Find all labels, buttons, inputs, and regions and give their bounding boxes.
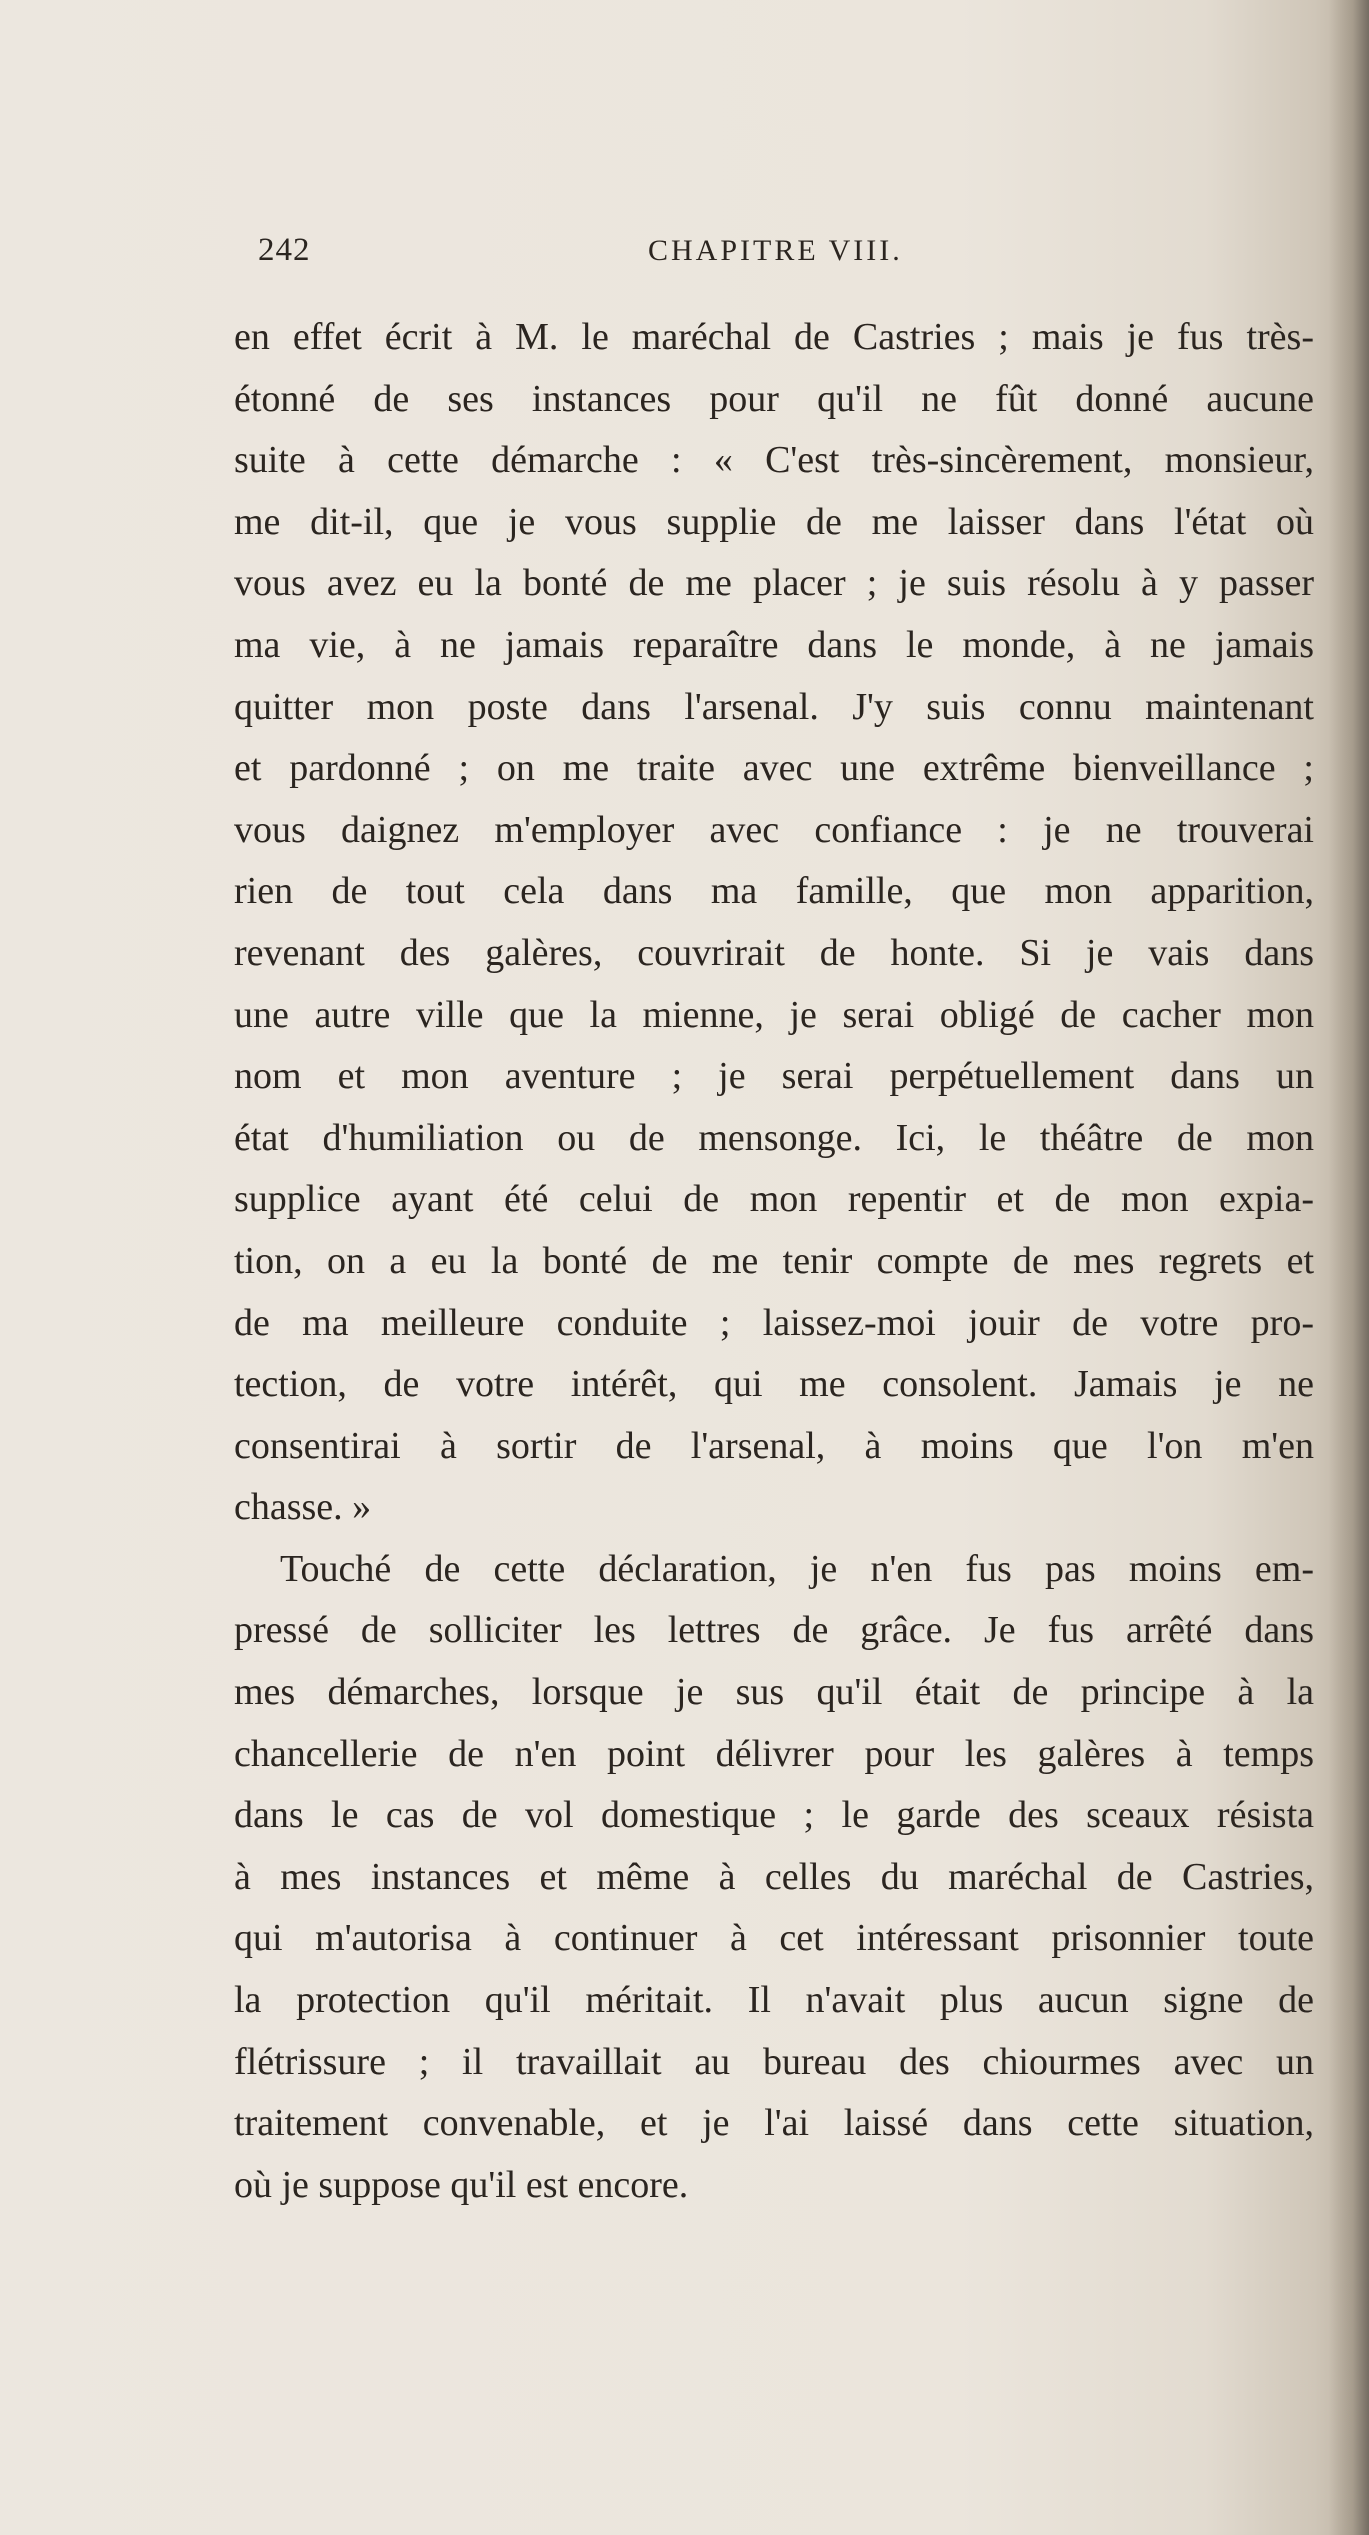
text-line: suite à cette démarche : « C'est très-sincèrement, monsieur,: [234, 439, 1314, 482]
text-line: vous daignez m'employer avec confiance : je ne trouverai: [234, 808, 1314, 851]
text-line: à mes instances et même à celles du maréchal de Castries,: [234, 1855, 1314, 1898]
text-line: consentirai à sortir de l'arsenal, à moins que l'on m'en: [234, 1424, 1314, 1467]
text-line: dans le cas de vol domestique ; le garde des sceaux résista: [234, 1794, 1314, 1837]
text-line: me dit-il, que je vous supplie de me laisser dans l'état où: [234, 500, 1314, 543]
text-line: revenant des galères, couvrirait de honte. Si je vais dans: [234, 931, 1314, 974]
text-line: pressé de solliciter les lettres de grâce. Je fus arrêté dans: [234, 1609, 1314, 1652]
text-line: une autre ville que la mienne, je serai obligé de cacher mon: [234, 993, 1314, 1036]
text-line: chancellerie de n'en point délivrer pour les galères à temps: [234, 1732, 1314, 1775]
text-line: ma vie, à ne jamais reparaître dans le monde, à ne jamais: [234, 623, 1314, 666]
text-line: état d'humiliation ou de mensonge. Ici, le théâtre de mon: [234, 1116, 1314, 1159]
chapter-title: CHAPITRE VIII.: [648, 234, 903, 267]
text-line: en effet écrit à M. le maréchal de Castries ; mais je fus très-: [234, 316, 1314, 358]
text-line: de ma meilleure conduite ; laissez-moi jouir de votre pro-: [234, 1301, 1314, 1344]
body-text: [234, 307, 1314, 2216]
text-line: quitter mon poste dans l'arsenal. J'y suis connu maintenant: [234, 685, 1314, 728]
text-line: traitement convenable, et je l'ai laissé dans cette situation,: [234, 2102, 1314, 2145]
page-number: 242: [258, 232, 311, 268]
text-line: étonné de ses instances pour qu'il ne fût donné aucune: [234, 377, 1314, 420]
text-line: supplice ayant été celui de mon repentir et de mon expia-: [234, 1178, 1314, 1221]
text-line: tion, on a eu la bonté de me tenir compte de mes regrets et: [234, 1239, 1314, 1282]
text-line: la protection qu'il méritait. Il n'avait plus aucun signe de: [234, 1979, 1314, 2022]
text-line: mes démarches, lorsque je sus qu'il était de principe à la: [234, 1671, 1314, 1714]
text-line: nom et mon aventure ; je serai perpétuellement dans un: [234, 1055, 1314, 1098]
text-line: flétrissure ; il travaillait au bureau des chiourmes avec un: [234, 2040, 1314, 2083]
text-line: chasse. »: [234, 1486, 372, 1529]
text-line: rien de tout cela dans ma famille, que mon apparition,: [234, 870, 1314, 913]
text-line: et pardonné ; on me traite avec une extrême bienveillance ;: [234, 747, 1314, 790]
text-line: Touché de cette déclaration, je n'en fus pas moins em-: [280, 1547, 1314, 1590]
text-line: qui m'autorisa à continuer à cet intéressant prisonnier toute: [234, 1917, 1314, 1960]
running-head: [258, 232, 1303, 276]
text-line: vous avez eu la bonté de me placer ; je suis résolu à y passer: [234, 562, 1314, 605]
text-line: tection, de votre intérêt, qui me consolent. Jamais je ne: [234, 1363, 1314, 1406]
page-edge-shadow: [1329, 0, 1369, 2535]
text-line: où je suppose qu'il est encore.: [234, 2163, 689, 2206]
